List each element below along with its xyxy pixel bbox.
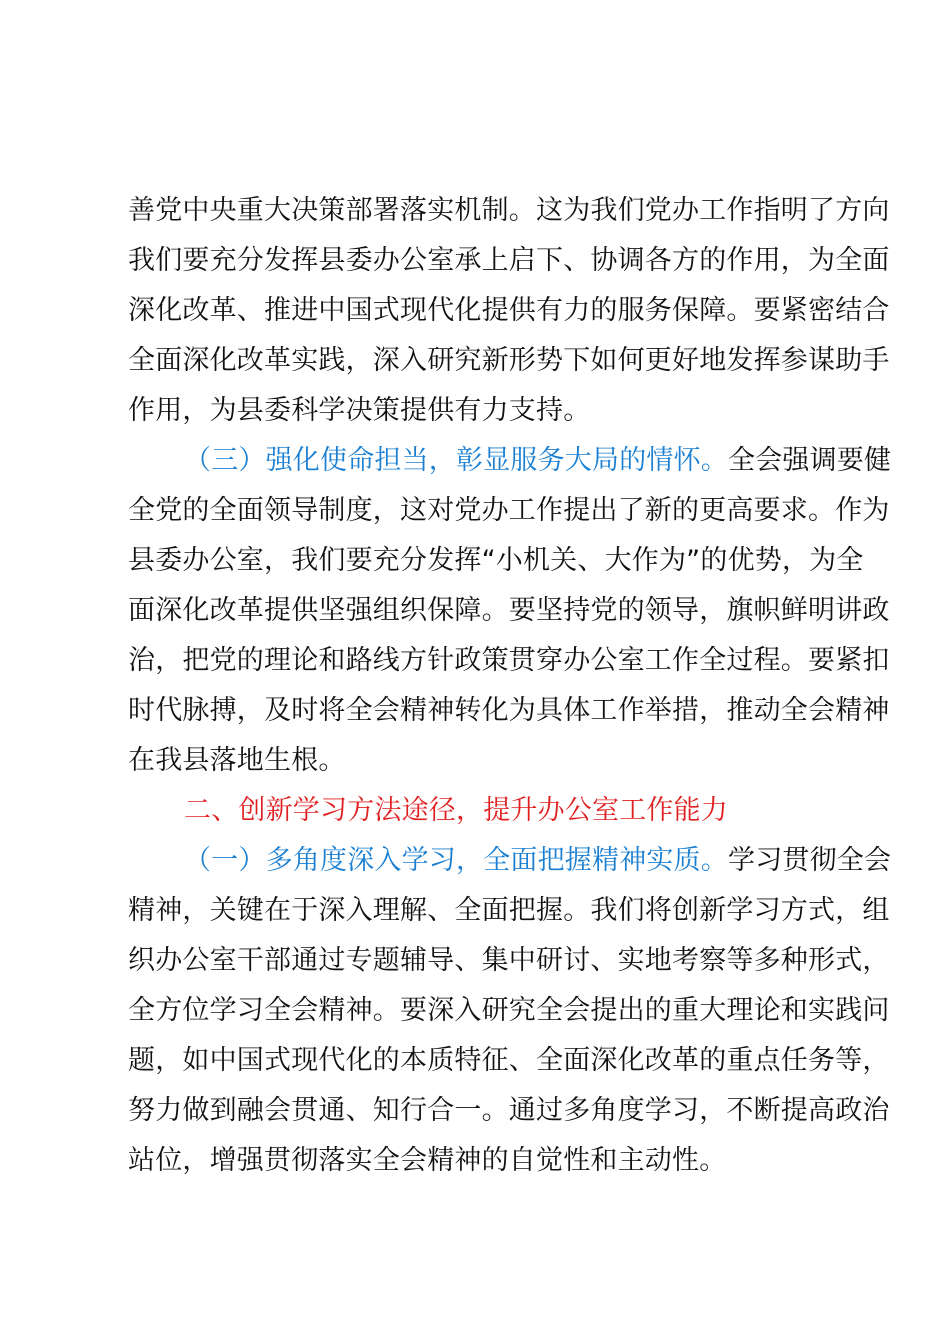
- body-text-line: 努力做到融会贯通、知行合一。通过多角度学习，不断提高政治: [128, 1095, 890, 1126]
- body-text-line: 善党中央重大决策部署落实机制。这为我们党办工作指明了方向: [128, 195, 890, 226]
- section-heading: 二、创新学习方法途径，提升办公室工作能力: [184, 795, 728, 826]
- body-text-line: 我们要充分发挥县委办公室承上启下、协调各方的作用，为全面: [128, 245, 890, 276]
- body-text-line: 在我县落地生根。: [128, 745, 346, 776]
- body-text-line: 时代脉搏，及时将全会精神转化为具体工作举措，推动全会精神: [128, 695, 890, 726]
- body-text-line: 织办公室干部通过专题辅导、集中研讨、实地考察等多种形式，: [128, 945, 890, 976]
- subsection-paragraph-start: [128, 836, 892, 886]
- body-text-line: 面深化改革提供坚强组织保障。要坚持党的领导，旗帜鲜明讲政: [128, 595, 890, 626]
- body-text-inline: 全会强调要健: [728, 445, 892, 476]
- body-text-line: 站位，增强贯彻落实全会精神的自觉性和主动性。: [128, 1145, 727, 1176]
- body-text-line: 全面深化改革实践，深入研究新形势下如何更好地发挥参谋助手: [128, 345, 890, 376]
- body-text-line: 作用，为县委科学决策提供有力支持。: [128, 395, 591, 426]
- subsection-paragraph-start: [128, 436, 892, 486]
- body-text-line: 精神，关键在于深入理解、全面把握。我们将创新学习方式，组: [128, 895, 890, 926]
- subsection-heading: （三）强化使命担当，彰显服务大局的情怀。: [184, 445, 728, 476]
- body-text-line: 县委办公室，我们要充分发挥“小机关、大作为”的优势，为全: [128, 545, 864, 576]
- document-body: [128, 186, 892, 1186]
- body-text-inline: 学习贯彻全会: [728, 845, 892, 876]
- body-text-line: 全党的全面领导制度，这对党办工作提出了新的更高要求。作为: [128, 495, 890, 526]
- subsection-heading: （一）多角度深入学习，全面把握精神实质。: [184, 845, 728, 876]
- body-text-line: 全方位学习全会精神。要深入研究全会提出的重大理论和实践问: [128, 995, 890, 1026]
- body-text-line: 题，如中国式现代化的本质特征、全面深化改革的重点任务等，: [128, 1045, 890, 1076]
- body-text-line: 深化改革、推进中国式现代化提供有力的服务保障。要紧密结合: [128, 295, 890, 326]
- body-text-line: 治，把党的理论和路线方针政策贯穿办公室工作全过程。要紧扣: [128, 645, 890, 676]
